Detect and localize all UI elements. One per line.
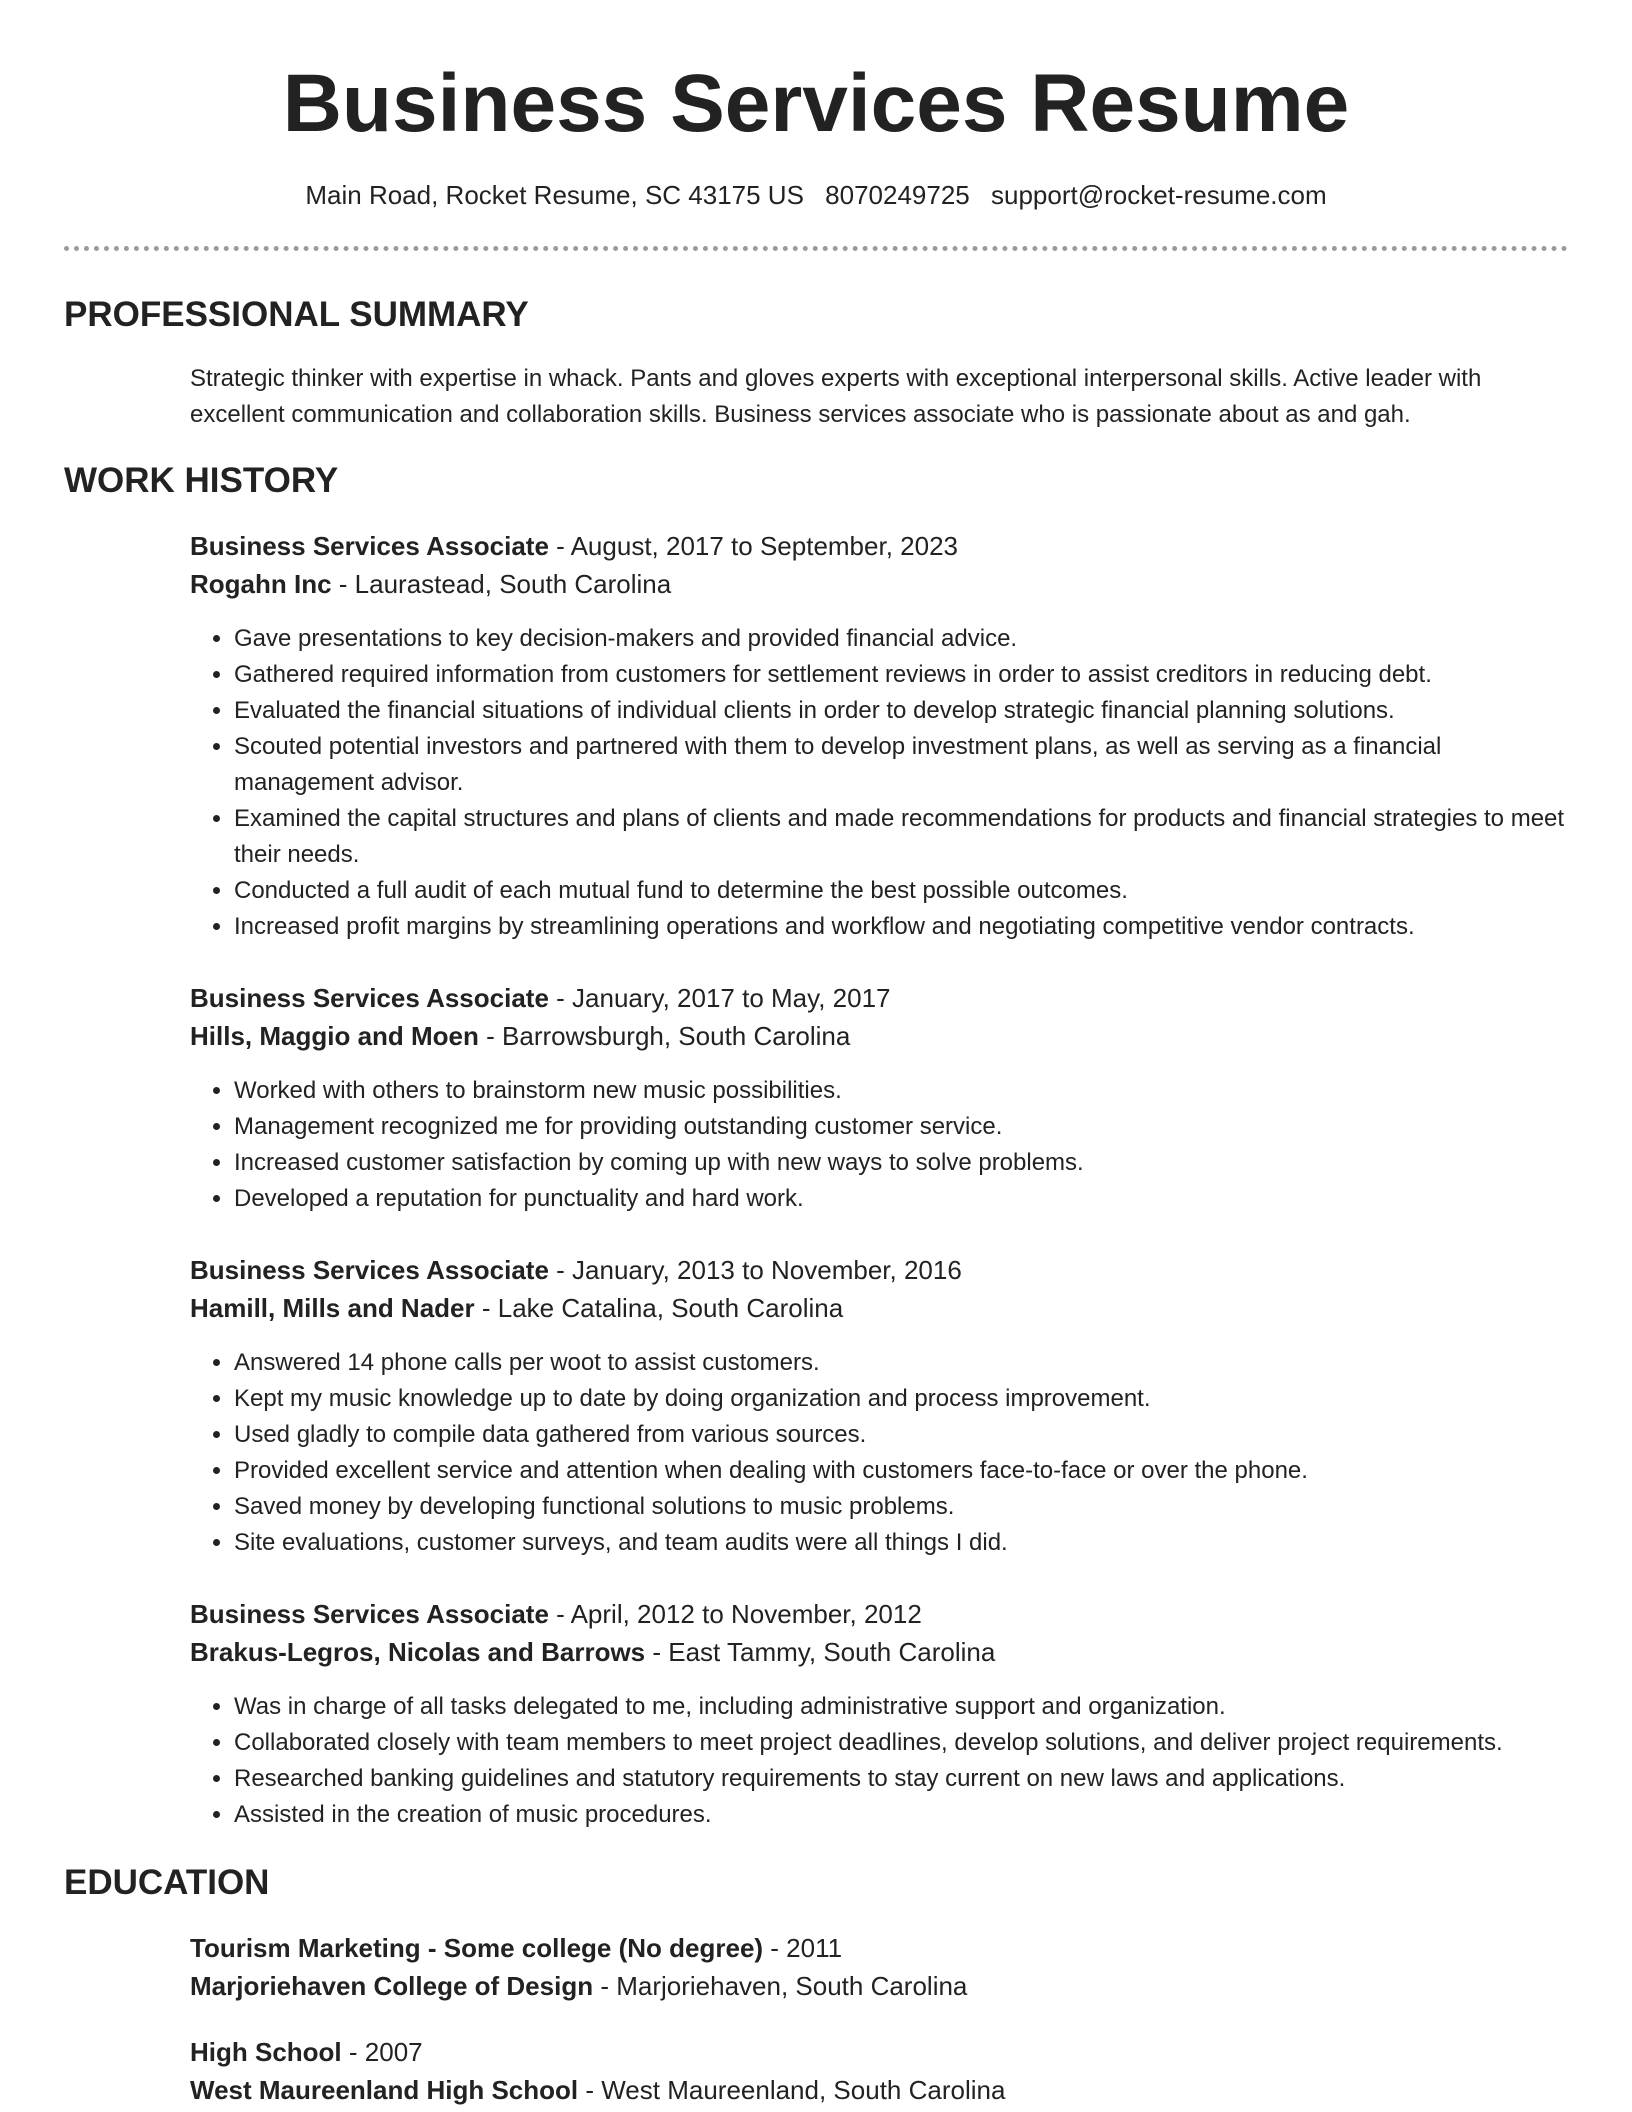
education-degree: Tourism Marketing - Some college (No degree)	[190, 1933, 764, 1963]
job-company: Brakus-Legros, Nicolas and Barrows	[190, 1637, 646, 1667]
job-role: Business Services Associate	[190, 1255, 549, 1285]
contact-address: Main Road, Rocket Resume, SC 43175 US	[305, 180, 804, 210]
list-item: • Increased customer satisfaction by coming up with new ways to solve problems.	[234, 1145, 1568, 1181]
job-role: Business Services Associate	[190, 531, 549, 561]
education-entry	[190, 1929, 1568, 2005]
job-company-line	[190, 565, 1568, 603]
list-item: • Was in charge of all tasks delegated to me, including administrative support and organization.	[234, 1689, 1568, 1725]
education-degree-line	[190, 2033, 1568, 2071]
job-title-line	[190, 1595, 1568, 1633]
job-dates: - August, 2017 to September, 2023	[548, 531, 958, 561]
job-bullets	[190, 1073, 1568, 1217]
list-item: • Answered 14 phone calls per woot to assist customers.	[234, 1345, 1568, 1381]
education-school-line	[190, 2071, 1568, 2109]
job-title-line	[190, 527, 1568, 565]
job-company: Rogahn Inc	[190, 569, 332, 599]
summary-section	[190, 361, 1568, 433]
job-dates: - April, 2012 to November, 2012	[548, 1599, 922, 1629]
education-degree-line	[190, 1929, 1568, 1967]
header-divider	[64, 246, 1568, 251]
education-location: - Marjoriehaven, South Carolina	[593, 1971, 968, 2001]
job-company-line	[190, 1017, 1568, 1055]
list-item: • Gathered required information from customers for settlement reviews in order to assist creditors in reducing debt.	[234, 657, 1568, 693]
section-title-education: EDUCATION	[64, 1863, 270, 1902]
list-item: • Evaluated the financial situations of individual clients in order to develop strategic financial planning solutions.	[234, 693, 1568, 729]
job-entry	[190, 1595, 1568, 1833]
job-bullets	[190, 621, 1568, 945]
summary-text: Strategic thinker with expertise in whack. Pants and gloves experts with exceptional interpersonal skills. Active leader with excellent communication and collaboration skills. Business services associate who is passionate about as and gah.	[190, 365, 1482, 428]
job-company: Hills, Maggio and Moen	[190, 1021, 479, 1051]
education-degree: High School	[190, 2037, 342, 2067]
list-item: • Conducted a full audit of each mutual fund to determine the best possible outcomes.	[234, 873, 1568, 909]
job-location: - Lake Catalina, South Carolina	[474, 1293, 844, 1323]
education-location: - West Maureenland, South Carolina	[578, 2075, 1006, 2105]
job-dates: - January, 2013 to November, 2016	[548, 1255, 962, 1285]
contact-line	[0, 178, 1632, 212]
job-title-line	[190, 979, 1568, 1017]
list-item: • Worked with others to brainstorm new music possibilities.	[234, 1073, 1568, 1109]
job-dates: - January, 2017 to May, 2017	[548, 983, 891, 1013]
job-location: - Laurastead, South Carolina	[331, 569, 672, 599]
job-bullets	[190, 1345, 1568, 1561]
list-item: • Developed a reputation for punctuality and hard work.	[234, 1181, 1568, 1217]
education-school: Marjoriehaven College of Design	[190, 1971, 594, 2001]
education-entry	[190, 2033, 1568, 2109]
section-title-work: WORK HISTORY	[64, 461, 339, 500]
list-item: • Used gladly to compile data gathered from various sources.	[234, 1417, 1568, 1453]
job-role: Business Services Associate	[190, 1599, 549, 1629]
job-entry	[190, 527, 1568, 945]
job-location: - Barrowsburgh, South Carolina	[478, 1021, 851, 1051]
education-year: - 2007	[341, 2037, 423, 2067]
education-school-line	[190, 1967, 1568, 2005]
education-year: - 2011	[763, 1933, 843, 1963]
job-company: Hamill, Mills and Nader	[190, 1293, 475, 1323]
list-item: • Kept my music knowledge up to date by doing organization and process improvement.	[234, 1381, 1568, 1417]
job-company-line	[190, 1633, 1568, 1671]
job-role: Business Services Associate	[190, 983, 549, 1013]
list-item: • Examined the capital structures and plans of clients and made recommendations for products and financial strategies to meet their needs.	[234, 801, 1568, 873]
list-item: • Scouted potential investors and partnered with them to develop investment plans, as well as serving as a financial management advisor.	[234, 729, 1568, 801]
job-bullets	[190, 1689, 1568, 1833]
list-item: • Site evaluations, customer surveys, and team audits were all things I did.	[234, 1525, 1568, 1561]
job-entry	[190, 1251, 1568, 1561]
list-item: • Researched banking guidelines and statutory requirements to stay current on new laws and applications.	[234, 1761, 1568, 1797]
list-item: • Provided excellent service and attention when dealing with customers face-to-face or over the phone.	[234, 1453, 1568, 1489]
job-location: - East Tammy, South Carolina	[645, 1637, 996, 1667]
job-title-line	[190, 1251, 1568, 1289]
job-entry	[190, 979, 1568, 1217]
list-item: • Saved money by developing functional solutions to music problems.	[234, 1489, 1568, 1525]
list-item: • Gave presentations to key decision-makers and provided financial advice.	[234, 621, 1568, 657]
list-item: • Collaborated closely with team members to meet project deadlines, develop solutions, and deliver project requirements.	[234, 1725, 1568, 1761]
section-title-summary: PROFESSIONAL SUMMARY	[64, 295, 529, 334]
list-item: • Increased profit margins by streamlining operations and workflow and negotiating competitive vendor contracts.	[234, 909, 1568, 945]
job-company-line	[190, 1289, 1568, 1327]
work-history-section	[190, 527, 1568, 1833]
list-item: • Assisted in the creation of music procedures.	[234, 1797, 1568, 1833]
list-item: • Management recognized me for providing outstanding customer service.	[234, 1109, 1568, 1145]
education-section	[190, 1929, 1568, 2109]
contact-phone: 8070249725	[825, 180, 970, 210]
contact-email: support@rocket-resume.com	[991, 180, 1327, 210]
resume-title: Business Services Resume	[282, 58, 1350, 149]
education-school: West Maureenland High School	[190, 2075, 579, 2105]
